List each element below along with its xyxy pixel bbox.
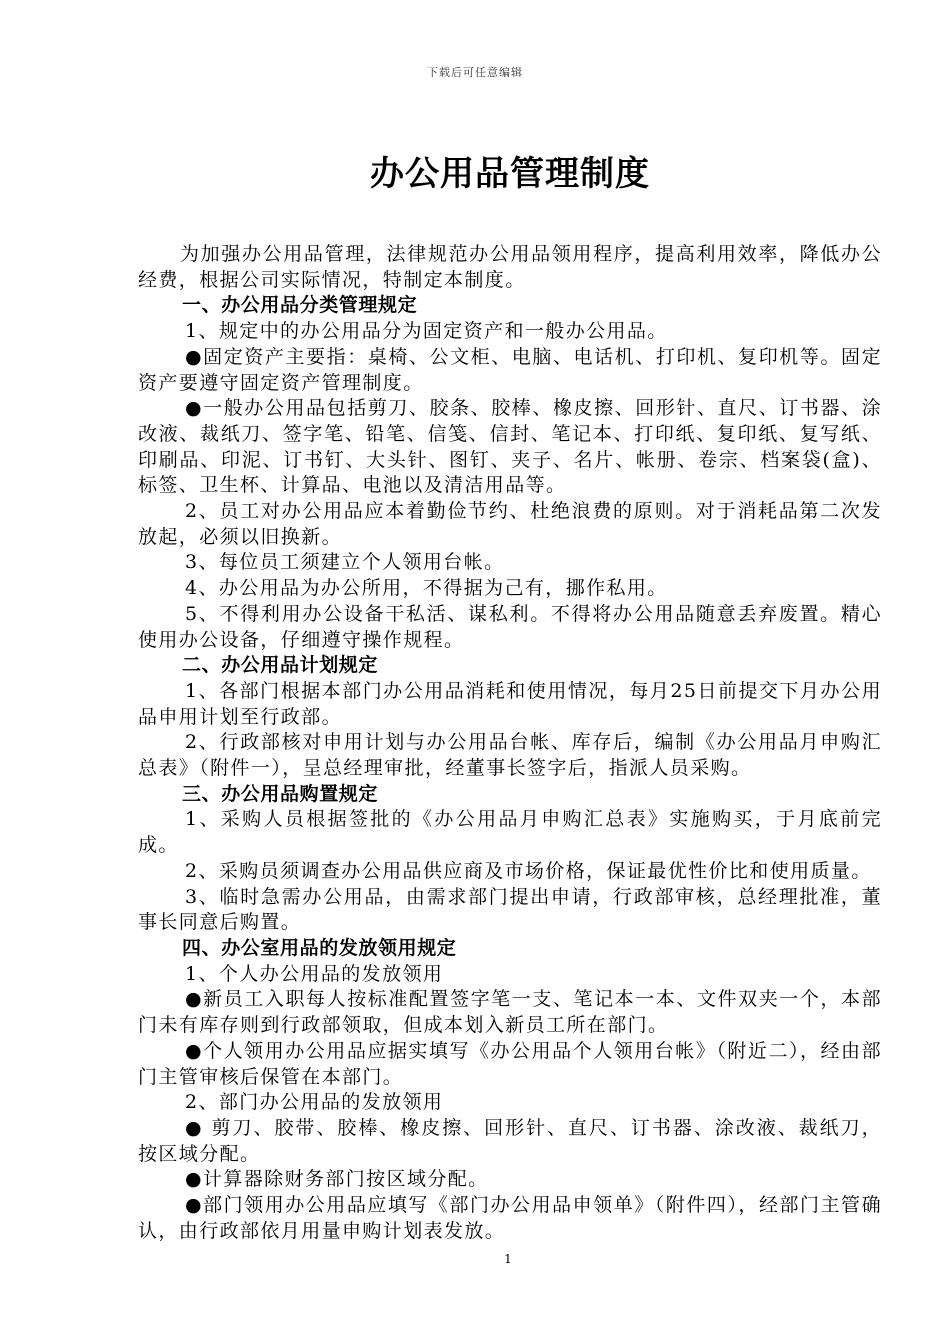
body-paragraph: 2、采购员须调查办公用品供应商及市场价格，保证最优性价比和使用质量。 — [185, 859, 872, 882]
document-title: 办公用品管理制度 — [370, 154, 650, 194]
body-paragraph: 1、各部门根据本部门办公用品消耗和使用情况，每月25日前提交下月办公用品申用计划至行政部。 — [138, 679, 882, 728]
bullet-paragraph: ●固定资产主要指：桌椅、公文柜、电脑、电话机、打印机、复印机等。固定资产要遵守固定资产管理制度。 — [138, 345, 882, 394]
body-paragraph: 2、员工对办公用品应本着勤俭节约、杜绝浪费的原则。对于消耗品第二次发放起，必须以旧换新。 — [138, 500, 882, 548]
body-paragraph: 1、个人办公用品的发放领用 — [185, 962, 444, 985]
bullet-paragraph: ● 剪刀、胶带、胶棒、橡皮擦、回形针、直尺、订书器、涂改液、裁纸刀，按区域分配。 — [138, 1116, 882, 1165]
body-paragraph: 2、部门办公用品的发放领用 — [185, 1091, 444, 1114]
body-paragraph: 3、临时急需办公用品，由需求部门提出申请，行政部审核，总经理批准，董事长同意后购置。 — [138, 885, 882, 934]
body-paragraph: 3、每位员工须建立个人领用台帐。 — [185, 551, 505, 574]
section-heading: 三、办公用品购置规定 — [182, 782, 379, 805]
body-paragraph: 5、不得利用办公设备干私活、谋私利。不得将办公用品随意丢弃废置。精心使用办公设备，仔细遵守操作规程。 — [138, 602, 882, 651]
body-paragraph: 4、办公用品为办公所用，不得据为己有，挪作私用。 — [185, 577, 668, 600]
bullet-paragraph: ●新员工入职每人按标准配置签字笔一支、笔记本一本、文件双夹一个，本部门未有库存则到行政部领取，但成本划入新员工所在部门。 — [138, 988, 882, 1037]
body-paragraph: 1、采购人员根据签批的《办公用品月申购汇总表》实施购买，于月底前完成。 — [138, 808, 882, 857]
section-heading: 四、办公室用品的发放领用规定 — [182, 936, 457, 959]
header-note: 下载后可任意编辑 — [427, 66, 523, 79]
body-paragraph: 1、规定中的办公用品分为固定资产和一般办公用品。 — [185, 320, 668, 343]
section-heading: 二、办公用品计划规定 — [182, 654, 379, 677]
bullet-paragraph: ●部门领用办公用品应填写《部门办公用品申领单》（附件四），经部门主管确认，由行政部依月用量申购计划表发放。 — [138, 1194, 882, 1242]
body-paragraph: 2、行政部核对申用计划与办公用品台帐、库存后，编制《办公用品月申购汇总表》（附件一），呈总经理审批，经董事长签字后，指派人员采购。 — [138, 731, 882, 780]
bullet-paragraph: ●一般办公用品包括剪刀、胶条、胶棒、橡皮擦、回形针、直尺、订书器、涂改液、裁纸刀、签字笔、铅笔、信笺、信封、笔记本、打印纸、复印纸、复写纸、印刷品、印泥、订书钉、大头针、图钉、夹子、名片、帐册、卷宗、档案袋(盒)、标签、卫生杯、计算品、电池以及清洁用品等。 — [138, 397, 882, 497]
bullet-paragraph: ●个人领用办公用品应据实填写《办公用品个人领用台帐》（附近二），经由部门主管审核后保管在本部门。 — [138, 1039, 882, 1088]
section-heading: 一、办公用品分类管理规定 — [182, 294, 418, 317]
body-paragraph: 为加强办公用品管理，法律规范办公用品领用程序，提高利用效率，降低办公经费，根据公司实际情况，特制定本制度。 — [138, 243, 882, 291]
document-body — [138, 242, 882, 1244]
page-number: 1 — [504, 1252, 512, 1266]
bullet-paragraph: ●计算器除财务部门按区域分配。 — [185, 1168, 489, 1191]
